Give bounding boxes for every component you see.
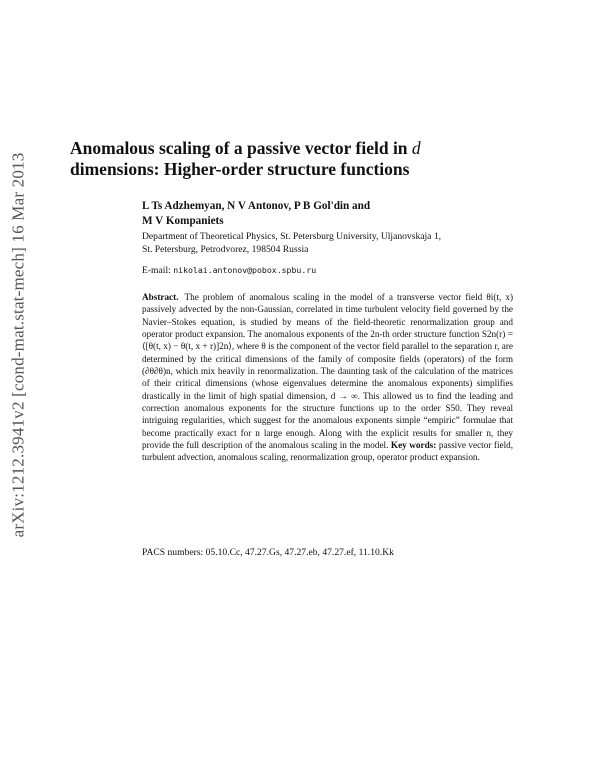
affiliation bbox=[142, 231, 522, 256]
email-line bbox=[142, 264, 522, 278]
affiliation-line2: St. Petersburg, Petrodvorez, 198504 Russia bbox=[142, 243, 309, 255]
arxiv-identifier-stamp bbox=[4, 100, 32, 590]
keywords-label: Key words: bbox=[390, 440, 437, 451]
abstract-label: Abstract. bbox=[142, 292, 179, 302]
email-address: nikolai.antonov@pobox.spbu.ru bbox=[173, 265, 317, 275]
email-label: E-mail: bbox=[142, 265, 171, 276]
authors-line2: M V Kompaniets bbox=[142, 215, 224, 227]
abstract bbox=[142, 291, 513, 464]
keywords-text: passive vector field, turbulent advection, anomalous scaling, renormalization group, operator product expansion. bbox=[142, 440, 514, 463]
arxiv-identifier-text: arXiv:1212.3941v2 [cond-mat.stat-mech] 16 Mar 2013 bbox=[8, 152, 28, 538]
title-line1-prefix: Anomalous scaling of a passive vector field in bbox=[70, 138, 412, 158]
title-line2: dimensions: Higher-order structure functions bbox=[70, 159, 410, 179]
abstract-body: The problem of anomalous scaling in the model of a transverse vector field θi(t, x) passively advected by the non-Gaussian, correlated in time turbulent velocity field governed by the Navier–Stokes equation, is studied by means of the field-theoretic renormalization group and operator product expansion. The anomalous exponents of the 2n-th order structure function S2n(r) = ⟨[θ(t, x) − θ(t, x + r)]2n⟩, where θ is the component of the vector field parallel to the separation r, are determined by the critical dimensions of the family of composite fields (operators) of the form (∂θ∂θ)n, which mix heavily in renormalization. The daunting task of the calculation of the matrices of their critical dimensions (whose eigenvalues determine the anomalous exponents) simplifies drastically in the limit of high spatial dimension, d → ∞. This allowed us to find the leading and correction anomalous exponents for the structure functions up to the order S50. They reveal intriguing regularities, which suggest for the anomalous exponents simple “empiric” formulae that become practically exact for n large enough. Along with the explicit results for smaller n, they provide the full description of the anomalous scaling in the model. bbox=[142, 292, 513, 451]
authors-line1: L Ts Adzhemyan, N V Antonov, P B Gol'din and bbox=[142, 200, 371, 212]
title-variable: d bbox=[411, 138, 421, 158]
paper-title bbox=[70, 138, 540, 180]
affiliation-line1: Department of Theoretical Physics, St. Petersburg University, Uljanovskaja 1, bbox=[142, 231, 442, 242]
author-list bbox=[142, 199, 482, 229]
pacs-numbers: PACS numbers: 05.10.Cc, 47.27.Gs, 47.27.eb, 47.27.ef, 11.10.Kk bbox=[142, 547, 394, 558]
